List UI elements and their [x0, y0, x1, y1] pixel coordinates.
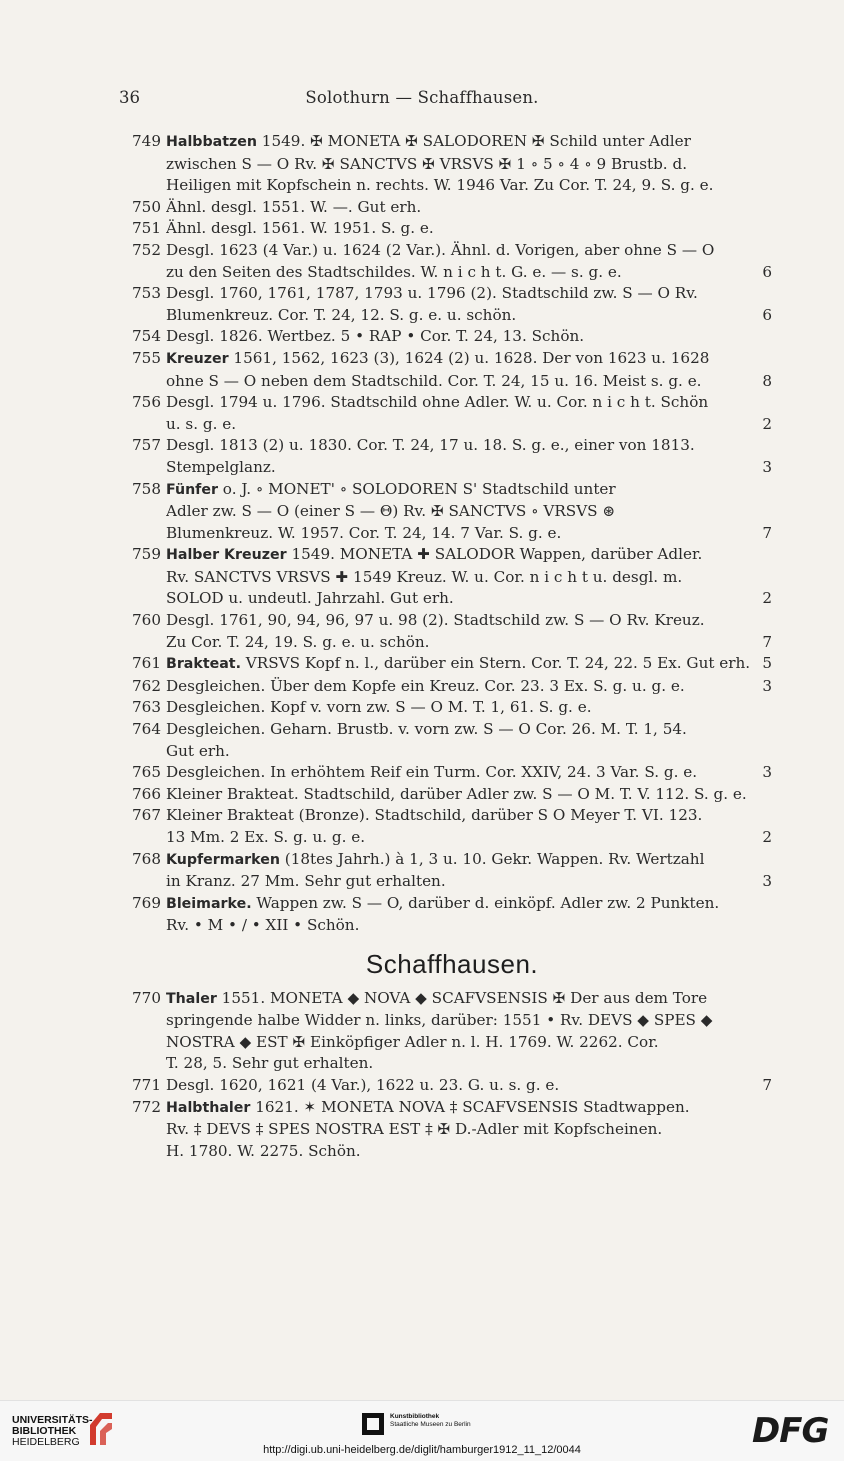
entry-line [166, 1032, 772, 1054]
catalog-entry [132, 849, 772, 893]
kb-line-2: Staatliche Museen zu Berlin [390, 1421, 471, 1428]
entry-text: Desgl. 1826. Wertbez. 5 • RAP • Cor. T. 24, 13. Schön. [166, 327, 585, 346]
catalog-entry [132, 610, 772, 653]
entry-number: 763 [132, 698, 161, 717]
entry-text: SOLOD u. undeutl. Jahrzahl. Gut erh. [166, 589, 454, 608]
entry-text: Zu Cor. T. 24, 19. S. g. e. u. schön. [166, 632, 430, 651]
entry-number: 754 [132, 327, 161, 346]
entry-text: Kleiner Brakteat. Stadtschild, darüber Adler zw. S — O M. T. V. 112. S. g. e. [166, 784, 747, 803]
ub-line-3: HEIDELBERG [12, 1436, 80, 1448]
entry-number: 752 [132, 240, 161, 259]
entry-text: Stempelglanz. [166, 457, 276, 476]
entry-line [166, 849, 772, 872]
catalog-entry [132, 240, 772, 283]
entry-text: Desgleichen. Geharn. Brustb. v. vorn zw. S — O Cor. 26. M. T. 1, 54. [166, 720, 687, 739]
entry-text: Desgleichen. Kopf v. vorn zw. S — O M. T. 1, 61. S. g. e. [166, 698, 592, 717]
entry-line [166, 175, 772, 197]
entry-text: Rv. • M • / • XII • Schön. [166, 916, 360, 935]
entry-line [166, 827, 772, 849]
entry-line [166, 762, 772, 784]
entry-denomination: Fünfer [166, 481, 218, 498]
entry-number: 753 [132, 284, 161, 303]
entry-text: o. J. ∘ MONET' ∘ SOLODOREN S' Stadtschild unter [217, 479, 616, 498]
entry-line [166, 392, 772, 414]
entry-line [166, 1119, 772, 1141]
entry-price: 7 [762, 523, 772, 542]
entry-denomination: Kreuzer [166, 350, 229, 367]
entry-text: Desgl. 1794 u. 1796. Stadtschild ohne Adler. W. u. Cor. n i c h t. Schön [166, 393, 709, 412]
digitization-footer [0, 1400, 844, 1461]
entry-line [166, 414, 772, 436]
entry-price: 2 [762, 589, 772, 608]
entry-number: 755 [132, 348, 161, 367]
entry-line [166, 676, 772, 698]
entry-number: 764 [132, 720, 161, 739]
entry-text: Desgl. 1761, 90, 94, 96, 97 u. 98 (2). Stadtschild zw. S — O Rv. Kreuz. [166, 611, 705, 630]
entry-list-solothurn [132, 131, 772, 937]
entry-line [166, 1075, 772, 1097]
catalog-entry [132, 392, 772, 435]
entry-number: 765 [132, 763, 161, 782]
dfg-logo[interactable]: DFG [752, 1411, 829, 1451]
catalog-entry [132, 784, 772, 806]
entry-text: Desgleichen. Über dem Kopfe ein Kreuz. Cor. 23. 3 Ex. S. g. u. g. e. [166, 676, 685, 695]
entry-text: Desgl. 1620, 1621 (4 Var.), 1622 u. 23. G. u. s. g. e. [166, 1075, 560, 1094]
entry-number: 762 [132, 676, 161, 695]
entry-text: Adler zw. S — O (einer S — Θ) Rv. ✠ SANCTVS ∘ VRSVS ⊛ [166, 502, 616, 521]
catalog-entry [132, 697, 772, 719]
entry-text: 1551. MONETA ◆ NOVA ◆ SCAFVSENSIS ✠ Der aus dem Tore [216, 988, 708, 1007]
entry-denomination: Bleimarke. [166, 895, 252, 912]
catalog-entry [132, 197, 772, 219]
entry-text: zu den Seiten des Stadtschildes. W. n i c h t. G. e. — s. g. e. [166, 262, 622, 281]
entry-line [166, 741, 772, 763]
entry-line [166, 348, 772, 371]
entry-text: Desgl. 1623 (4 Var.) u. 1624 (2 Var.). Ähnl. d. Vorigen, aber ohne S — O [166, 240, 715, 259]
entry-line [166, 326, 772, 348]
entry-number: 751 [132, 219, 161, 238]
entry-line [166, 653, 772, 676]
entry-text: NOSTRA ◆ EST ✠ Einköpfiger Adler n. l. H. 1769. W. 2262. Cor. [166, 1032, 659, 1051]
entry-text: Desgleichen. In erhöhtem Reif ein Turm. Cor. XXIV, 24. 3 Var. S. g. e. [166, 763, 698, 782]
entry-price: 8 [762, 371, 772, 390]
entry-text: Rv. ‡ DEVS ‡ SPES NOSTRA EST ‡ ✠ D.-Adler mit Kopfscheinen. [166, 1120, 663, 1139]
catalog-entry [132, 719, 772, 762]
entry-price: 5 [762, 654, 772, 673]
entry-line [166, 610, 772, 632]
catalog-entry [132, 348, 772, 392]
catalog-entry [132, 283, 772, 326]
entry-line [166, 784, 772, 806]
entry-line [166, 154, 772, 176]
entry-price: 6 [762, 262, 772, 281]
catalog-entry [132, 653, 772, 676]
entry-number: 767 [132, 806, 161, 825]
entry-line [166, 457, 772, 479]
entry-text: Gut erh. [166, 741, 230, 760]
entry-price: 6 [762, 305, 772, 324]
entry-number: 760 [132, 611, 161, 630]
catalog-entry [132, 218, 772, 240]
entry-line [166, 719, 772, 741]
entry-text: 1561, 1562, 1623 (3), 1624 (2) u. 1628. Der von 1623 u. 1628 [228, 348, 710, 367]
entry-text: Blumenkreuz. W. 1957. Cor. T. 24, 14. 7 Var. S. g. e. [166, 523, 562, 542]
entry-number: 758 [132, 479, 161, 498]
entry-text: 1549. MONETA ✚ SALODOR Wappen, darüber Adler. [286, 545, 703, 564]
entry-number: 761 [132, 654, 161, 673]
entry-line [166, 697, 772, 719]
catalog-entry [132, 435, 772, 478]
entry-text: Blumenkreuz. Cor. T. 24, 12. S. g. e. u. schön. [166, 305, 517, 324]
entry-text: u. s. g. e. [166, 414, 237, 433]
entry-number: 759 [132, 545, 161, 564]
entry-line [166, 240, 772, 262]
entry-line [166, 371, 772, 393]
entry-line [166, 501, 772, 523]
entry-number: 768 [132, 849, 161, 868]
entry-line [166, 305, 772, 327]
entry-text: zwischen S — O Rv. ✠ SANCTVS ✠ VRSVS ✠ 1 ∘ 5 ∘ 4 ∘ 9 Brustb. d. [166, 154, 688, 173]
section-title: Schaffhausen. [365, 948, 539, 979]
entry-line [166, 479, 772, 502]
catalog-entry [132, 1075, 772, 1097]
entry-price: 7 [762, 1075, 772, 1094]
kb-line-1: Kunstbibliothek [390, 1413, 440, 1420]
entry-denomination: Halber Kreuzer [166, 547, 287, 564]
entry-number: 770 [132, 988, 161, 1007]
entry-text: T. 28, 5. Sehr gut erhalten. [166, 1054, 374, 1073]
entry-price: 2 [762, 828, 772, 846]
catalog-entry [132, 479, 772, 545]
entry-number: 756 [132, 393, 161, 412]
entry-number: 757 [132, 436, 161, 455]
entry-line [166, 544, 772, 567]
entry-line [166, 893, 772, 916]
entry-price: 3 [762, 457, 772, 476]
entry-price: 2 [762, 414, 772, 433]
entry-line [166, 632, 772, 654]
catalog-entry [132, 762, 772, 784]
entry-number: 766 [132, 784, 161, 803]
entry-number: 769 [132, 893, 161, 912]
entry-line [166, 218, 772, 240]
entry-list-schaffhausen [132, 988, 772, 1163]
entry-text: springende halbe Widder n. links, darüber: 1551 • Rv. DEVS ◆ SPES ◆ [166, 1011, 713, 1030]
entry-line [166, 988, 772, 1011]
entry-line [166, 1097, 772, 1120]
catalog-entry [132, 131, 772, 197]
kunstbibliothek-logo[interactable] [390, 1413, 471, 1429]
entry-text: Rv. SANCTVS VRSVS ✚ 1549 Kreuz. W. u. Cor. n i c h t u. desgl. m. [166, 567, 683, 586]
catalog-entry [132, 676, 772, 698]
catalog-entry [132, 805, 772, 848]
entry-line [166, 1141, 772, 1163]
entry-text: (18tes Jahrh.) à 1, 3 u. 10. Gekr. Wappen. Rv. Wertzahl [279, 849, 705, 868]
entry-line [166, 197, 772, 219]
entry-text: Wappen zw. S — O, darüber d. einköpf. Adler zw. 2 Punkten. [251, 893, 720, 912]
catalog-entry [132, 893, 772, 937]
entry-line [166, 1010, 772, 1032]
entry-text: VRSVS Kopf n. l., darüber ein Stern. Cor. T. 24, 22. 5 Ex. Gut erh. [240, 654, 751, 673]
entry-text: Desgl. 1813 (2) u. 1830. Cor. T. 24, 17 u. 18. S. g. e., einer von 1813. [166, 436, 695, 455]
entry-text: Ähnl. desgl. 1551. W. —. Gut erh. [166, 197, 422, 216]
entry-number: 772 [132, 1097, 161, 1116]
entry-denomination: Brakteat. [166, 656, 241, 673]
page-number: 36 [119, 88, 140, 107]
entry-text: 1549. ✠ MONETA ✠ SALODOREN ✠ Schild unter Adler [256, 132, 691, 150]
catalog-entry [132, 544, 772, 610]
entry-text: Desgl. 1760, 1761, 1787, 1793 u. 1796 (2). Stadtschild zw. S — O Rv. [166, 284, 698, 303]
entry-denomination: Kupfermarken [166, 851, 280, 868]
entry-text: Ähnl. desgl. 1561. W. 1951. S. g. e. [166, 219, 434, 238]
entry-text: Kleiner Brakteat (Bronze). Stadtschild, darüber S O Meyer T. VI. 123. [166, 806, 703, 825]
entry-line [166, 871, 772, 893]
entry-price: 7 [762, 632, 772, 651]
entry-number: 750 [132, 197, 161, 216]
entry-price: 3 [762, 872, 772, 891]
entry-text: 13 Mm. 2 Ex. S. g. u. g. e. [166, 828, 366, 846]
entry-text: H. 1780. W. 2275. Schön. [166, 1141, 361, 1160]
entry-line [166, 915, 772, 937]
entry-denomination: Thaler [166, 990, 217, 1007]
entry-line [166, 283, 772, 305]
entry-line [166, 567, 772, 589]
entry-number: 771 [132, 1075, 161, 1094]
entry-line [166, 262, 772, 284]
entry-denomination: Halbbatzen [166, 134, 257, 150]
entry-denomination: Halbthaler [166, 1099, 251, 1116]
catalog-content [132, 131, 772, 1162]
entry-price: 3 [762, 763, 772, 782]
entry-price: 3 [762, 676, 772, 695]
entry-text: 1621. ✶ MONETA NOVA ‡ SCAFVSENSIS Stadtwappen. [250, 1097, 690, 1116]
ub-line-1: UNIVERSITÄTS- [12, 1414, 93, 1426]
entry-text: ohne S — O neben dem Stadtschild. Cor. T. 24, 15 u. 16. Meist s. g. e. [166, 371, 702, 390]
entry-line [166, 131, 772, 154]
ub-line-2: BIBLIOTHEK [12, 1425, 77, 1437]
entry-line [166, 588, 772, 610]
catalog-entry [132, 1097, 772, 1163]
entry-number: 749 [132, 132, 161, 150]
catalog-entry [132, 326, 772, 348]
kunstbibliothek-mark-icon [362, 1413, 384, 1435]
entry-text: in Kranz. 27 Mm. Sehr gut erhalten. [166, 872, 446, 891]
entry-line [166, 1053, 772, 1075]
running-title: Solothurn — Schaffhausen. [305, 88, 539, 107]
ub-mark-icon [86, 1409, 116, 1449]
entry-text: Heiligen mit Kopfschein n. rechts. W. 1946 Var. Zu Cor. T. 24, 9. S. g. e. [166, 176, 714, 195]
entry-line [166, 435, 772, 457]
entry-line [166, 523, 772, 545]
page-header [0, 88, 844, 114]
permalink-url[interactable]: http://digi.ub.uni-heidelberg.de/diglit/hamburger1912_11_12/0044 [263, 1444, 581, 1456]
entry-line [166, 805, 772, 827]
catalog-entry [132, 988, 772, 1075]
